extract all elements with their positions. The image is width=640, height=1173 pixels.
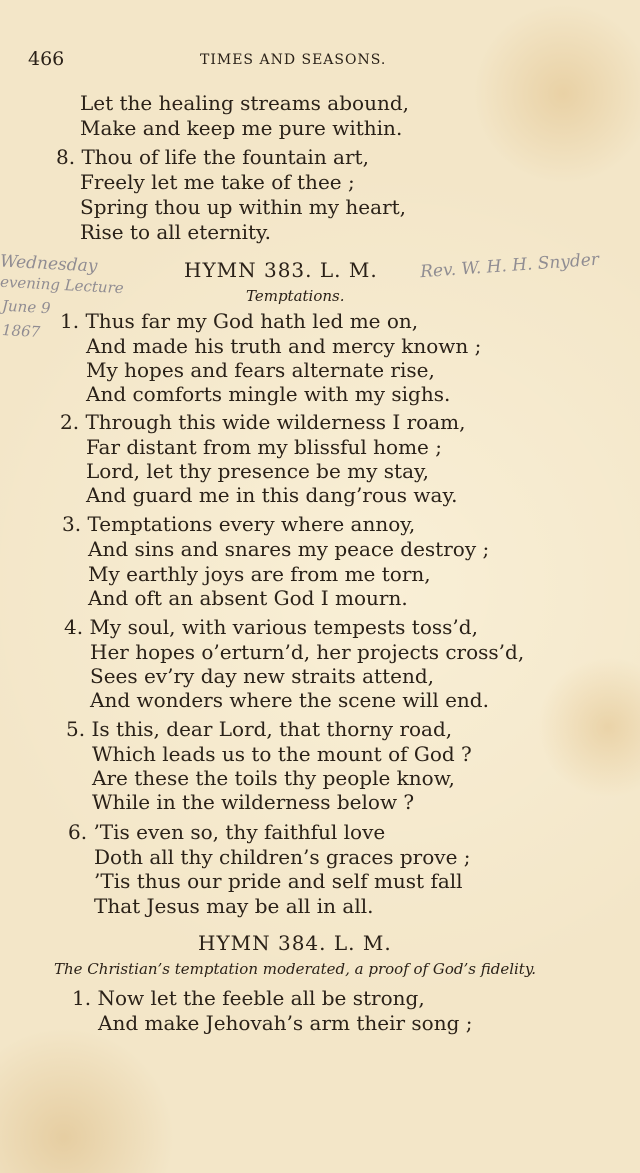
verse-line: Lord, let thy presence be my stay,: [86, 459, 430, 483]
page-number: 466: [28, 48, 65, 70]
verse-text: Now let the feeble all be strong,: [97, 986, 425, 1010]
hymn-384-subtitle: The Christian’s temptation moderated, a proof of God’s fidelity.: [54, 960, 537, 978]
hymn-383-title: HYMN 383. L. M.: [184, 258, 378, 282]
verse-line: Far distant from my blissful home ;: [86, 435, 442, 459]
handwritten-note-left: June 9: [1, 296, 51, 318]
verse-line: And oft an absent God I mourn.: [88, 586, 408, 610]
verse-line: And wonders where the scene will end.: [90, 688, 489, 712]
verse-line: And make Jehovah’s arm their song ;: [98, 1011, 473, 1035]
verse-line: My hopes and fears alternate rise,: [86, 358, 435, 382]
verse-number: 1.: [60, 309, 80, 333]
verse-number: 1.: [72, 986, 92, 1010]
handwritten-note-left: evening Lecture: [0, 272, 125, 298]
verse-line: [66, 717, 452, 741]
verse-text: Is this, dear Lord, that thorny road,: [91, 717, 453, 741]
verse-line: Are these the toils thy people know,: [92, 766, 455, 790]
continuation-line: Let the healing streams abound,: [80, 91, 409, 115]
handwritten-note-left: 1867: [1, 321, 41, 341]
verse-line: Doth all thy children’s graces prove ;: [94, 845, 471, 869]
verse-text: Through this wide wilderness I roam,: [85, 410, 466, 434]
verse-line: And comforts mingle with my sighs.: [86, 382, 451, 406]
verse-line: [62, 512, 415, 536]
verse-text: Thou of life the fountain art,: [81, 145, 369, 169]
handwritten-note-left: Wednesday: [0, 251, 98, 277]
verse-number: 6.: [68, 820, 88, 844]
handwritten-note-right: Rev. W. H. H. Snyder: [419, 249, 600, 283]
verse-number: 4.: [64, 615, 84, 639]
verse-number: 2.: [60, 410, 80, 434]
verse-line: While in the wilderness below ?: [92, 790, 415, 814]
verse-line: Sees ev’ry day new straits attend,: [90, 664, 434, 688]
verse-line: And guard me in this dang’rous way.: [86, 483, 458, 507]
running-title: TIMES AND SEASONS.: [200, 52, 387, 68]
verse-line: [68, 820, 385, 844]
verse-line: [64, 615, 478, 639]
verse-line: [60, 410, 465, 434]
verse-number: 3.: [62, 512, 82, 536]
verse-text: ’Tis even so, thy faithful love: [93, 820, 386, 844]
verse-number: 5.: [66, 717, 86, 741]
verse-line: And made his truth and mercy known ;: [86, 334, 482, 358]
verse-line: Which leads us to the mount of God ?: [92, 742, 472, 766]
verse-line: That Jesus may be all in all.: [94, 894, 374, 918]
verse-line: ’Tis thus our pride and self must fall: [94, 869, 463, 893]
verse-number: 8.: [56, 145, 76, 169]
verse-8-line: [56, 145, 369, 169]
hymn-383-subtitle: Temptations.: [246, 287, 345, 305]
verse-8-line: Freely let me take of thee ;: [80, 170, 355, 194]
verse-line: [72, 986, 425, 1010]
verse-line: [60, 309, 418, 333]
verse-line: Her hopes o’erturn’d, her projects cross’d,: [90, 640, 525, 664]
verse-text: Thus far my God hath led me on,: [85, 309, 419, 333]
continuation-line: Make and keep me pure within.: [80, 116, 403, 140]
verse-line: And sins and snares my peace destroy ;: [88, 537, 490, 561]
verse-8-line: Spring thou up within my heart,: [80, 195, 407, 219]
verse-text: My soul, with various tempests toss’d,: [89, 615, 478, 639]
verse-text: Temptations every where annoy,: [87, 512, 416, 536]
verse-8-line: Rise to all eternity.: [80, 220, 272, 244]
verse-line: My earthly joys are from me torn,: [88, 562, 431, 586]
hymn-384-title: HYMN 384. L. M.: [198, 931, 392, 955]
